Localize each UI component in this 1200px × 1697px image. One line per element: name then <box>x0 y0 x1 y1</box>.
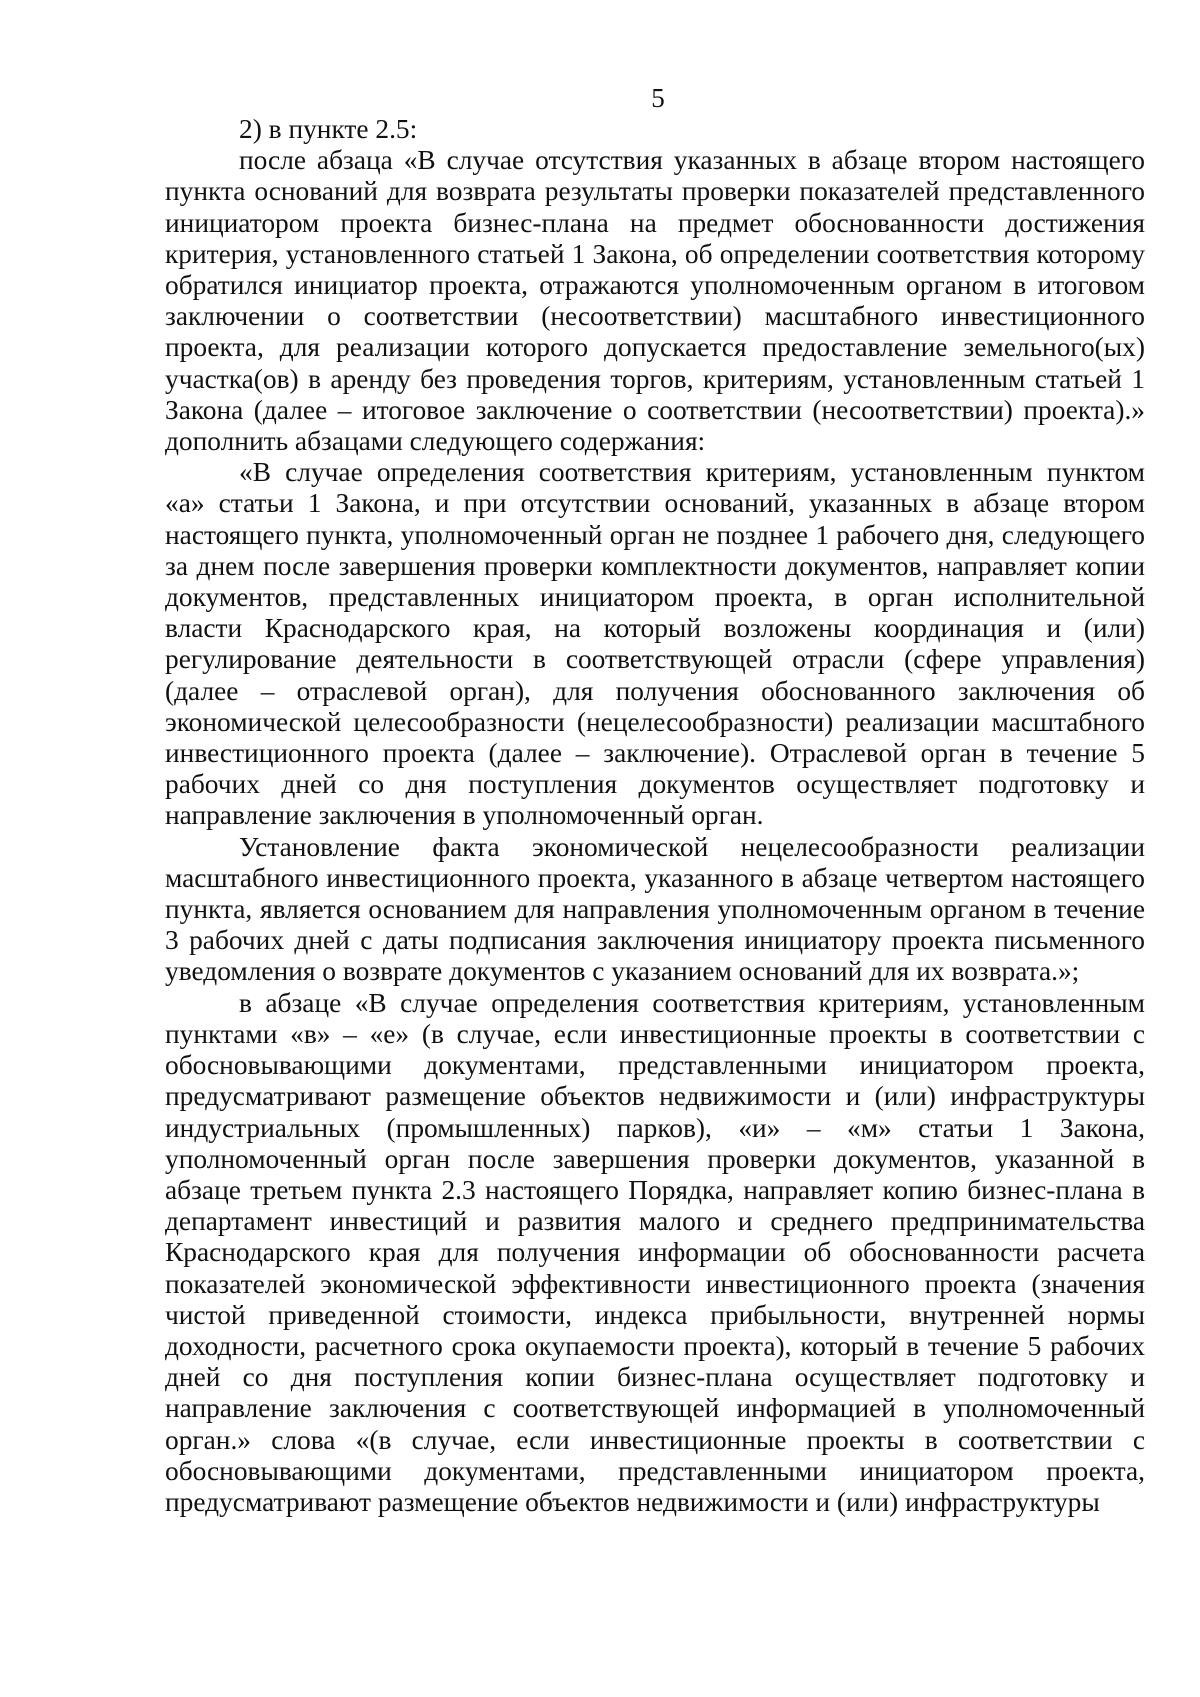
paragraph-in-abzac: в абзаце «В случае определения соответствия критериям, установленным пунктами «в» – «е» (в случае, если инвестиционные проекты в соответствии с обосновывающими документами, представленными инициатором проекта, предусматривают размещение объектов недвижимости и (или) инфраструктуры индустриальных (промышленных) парков), «и» – «м» статьи 1 Закона, уполномоченный орган после завершения проверки документов, указанной в абзаце третьем пункта 2.3 настоящего Порядка, направляет копию бизнес-плана в департамент инвестиций и развития малого и среднего предпринимательства Краснодарского края для получения информации об обоснованности расчета показателей экономической эффективности инвестиционного проекта (значения чистой приведенной стоимости, индекса прибыльности, внутренней нормы доходности, расчетного срока окупаемости проекта), который в течение 5 рабочих дней со дня поступления копии бизнес-плана осуществляет подготовку и направление заключения с соответствующей информацией в уполномоченный орган.» слова «(в случае, если инвестиционные проекты в соответствии с обосновывающими документами, представленными инициатором проекта, предусматривают размещение объектов недвижимости и (или) инфраструктуры <box>165 987 1145 1517</box>
document-body <box>165 114 1145 1518</box>
page-number: 5 <box>651 83 665 113</box>
paragraph-new-text-2: Установление факта экономической нецелесообразности реализации масштабного инвестиционного проекта, указанного в абзаце четвертом настоящего пункта, является основанием для направления уполномоченным органом в течение 3 рабочих дней с даты подписания заключения инициатору проекта письменного уведомления о возврате документов с указанием оснований для их возврата.»; <box>165 831 1145 987</box>
paragraph-new-text-1: «В случае определения соответствия критериям, установленным пунктом «а» статьи 1 Закона, и при отсутствии оснований, указанных в абзаце втором настоящего пункта, уполномоченный орган не позднее 1 рабочего дня, следующего за днем после завершения проверки комплектности документов, направляет копии документов, представленных инициатором проекта, в орган исполнительной власти Краснодарского края, на который возложены координация и (или) регулирование деятельности в соответствующей отрасли (сфере управления) (далее – отраслевой орган), для получения обоснованного заключения об экономической целесообразности (нецелесообразности) реализации масштабного инвестиционного проекта (далее – заключение). Отраслевой орган в течение 5 рабочих дней со дня поступления документов осуществляет подготовку и направление заключения в уполномоченный орган. <box>165 457 1145 831</box>
paragraph-after-abzac: после абзаца «В случае отсутствия указанных в абзаце втором настоящего пункта оснований для возврата результаты проверки показателей представленного инициатором проекта бизнес-плана на предмет обоснованности достижения критерия, установленного статьей 1 Закона, об определении соответствия которому обратился инициатор проекта, отражаются уполномоченным органом в итоговом заключении о соответствии (несоответствии) масштабного инвестиционного проекта, для реализации которого допускается предоставление земельного(ых) участка(ов) в аренду без проведения торгов, критериям, установленным статьей 1 Закона (далее – итоговое заключение о соответствии (несоответствии) проекта).» дополнить абзацами следующего содержания: <box>165 145 1145 457</box>
paragraph-item-heading: 2) в пункте 2.5: <box>239 114 418 144</box>
